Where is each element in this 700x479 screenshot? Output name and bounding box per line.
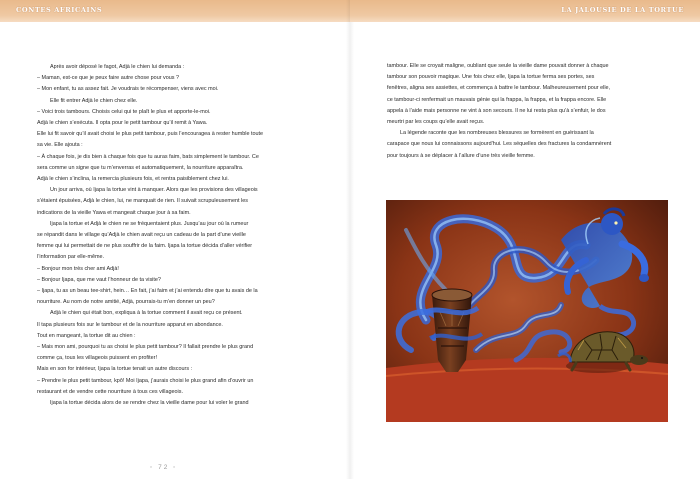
text-line: – Bonjour Ijapa, que me vaut l’honneur de ta visite?: [37, 276, 161, 283]
text-line: – Bonjour mon très cher ami Adjà!: [37, 265, 119, 272]
page-number-ornament-left: ◦: [150, 464, 155, 471]
text-line: Après avoir déposé le fagot, Adjà le chien lui demanda :: [50, 64, 185, 70]
text-line: carapace que nous lui connaissons aujourd’hui. Les séquelles des fractures la condamnèrent: [387, 141, 612, 148]
text-line: Tout en mangeant, la tortue dit au chien :: [37, 332, 136, 339]
text-line: Adjà le chien s’inclina, la remercia plusieurs fois, et rentra paisiblement chez lui.: [37, 176, 229, 183]
text-line: pour toujours à se déplacer à l’allure d’une très vieille femme.: [387, 152, 535, 159]
text-line: Ijapa la tortue et Adjà le chien ne se fréquentaient plus. Jusqu’au jour où la rumeur: [50, 220, 249, 227]
text-line: meurtri par les coups qu’elle avait reçus.: [387, 119, 485, 126]
text-line: tambour. Elle se croyait maligne, oubliant que seule la vieille dame pouvait donner à chaque: [387, 63, 609, 69]
text-line: – Maman, est-ce que je peux faire autre chose pour vous ?: [37, 75, 180, 82]
text-line: Adjà le chien s’exécuta. Il opta pour le petit tambour qu’il remit à Yawa.: [37, 120, 208, 127]
story-illustration: [386, 200, 668, 422]
text-line: nourriture. Au nom de notre amitié, Adjà, pourrais-tu m’en donner un peu?: [37, 299, 215, 306]
page-number-ornament-right: ◦: [173, 464, 178, 471]
text-line: Adjà le chien qui était bon, expliqua à la tortue comment il avait reçu ce présent.: [50, 310, 243, 317]
text-line: sera comme un signe que tu m’enverras et automatiquement, la nourriture apparaîtra.: [37, 164, 244, 171]
text-line: – Voici trois tambours. Choisis celui qui te plaît le plus et apporte-le-moi.: [37, 108, 211, 115]
illustration-svg: [386, 200, 668, 422]
text-line: – À chaque fois, je dis bien à chaque fois que tu auras faim, bats simplement le tambour. Ce: [37, 153, 259, 160]
text-line: – Mais mon ami, pourquoi tu as choisi le plus petit tambour? Il fallait prendre le plus grand: [37, 344, 254, 351]
text-line: Un jour arriva, où Ijapa la tortue vint à manquer. Alors que les provisions des villageois: [50, 187, 258, 194]
text-line: ce tambour-ci renfermait un mauvais génie qui la frappa, la frappa, et la frappa encore. Elle: [387, 96, 607, 103]
text-line: s’étaient épuisées, Adjà le chien, lui, ne manquait de rien. Il suivait scrupuleusement les: [37, 198, 248, 205]
text-line: comme ça, tous les villageois puissent en profiter!: [37, 355, 157, 362]
page-number: [150, 464, 177, 471]
left-text-block: [37, 62, 315, 409]
text-line: appela à l’aide mais personne ne vint à son secours. Il ne lui resta plus qu’à s’enfuir, le dos: [387, 107, 606, 114]
text-line: Mais en son for intérieur, Ijapa la tortue tenait un autre discours :: [37, 366, 193, 373]
text-line: Ijapa la tortue décida alors de se rendre chez la vieille dame pour lui voler le grand: [50, 400, 249, 407]
text-line: – Mon enfant, tu as assez fait. Je voudrais te récompenser, viens avec moi.: [37, 86, 219, 93]
right-text-block: [387, 61, 665, 162]
text-line: se répandit dans le village qu’Adjà le chien avait reçu un cadeau de la part d’une vieille: [37, 232, 246, 239]
text-line: Elle lui fit savoir qu’il avait choisi le plus petit tambour, puis l’encouragea à rester humble toute: [37, 131, 264, 138]
text-line: tambour son pouvoir magique. Une fois chez elle, Ijapa la tortue ferma ses portes, ses: [387, 74, 595, 81]
text-line: – Prendre le plus petit tambour, kpô! Moi Ijapa, j’aurais choisi le plus grand afin d’ouvrir un: [37, 377, 254, 384]
page-number-value: 72: [158, 464, 170, 471]
text-line: Il tapa plusieurs fois sur le tambour et de la nourriture apparut en abondance.: [37, 321, 223, 328]
text-line: fenêtres, aligna ses assiettes, et commença à battre le tambour. Malheureusement pour elle,: [387, 85, 611, 92]
running-head-right: LA JALOUSIE DE LA TORTUE: [561, 6, 684, 14]
text-line: l’information par elle-même.: [37, 254, 105, 261]
text-line: indications de la vieille Yawa et mangeait chaque jour à sa faim.: [37, 209, 191, 216]
running-head-left: CONTES AFRICAINS: [16, 6, 103, 14]
text-line: femme qui lui permettait de ne plus souffrir de la faim. Ijapa la tortue décida d’aller vérifier: [37, 243, 253, 250]
text-line: La légende raconte que les nombreuses blessures se formèrent en guérissant la: [400, 130, 594, 137]
text-line: restaurant et de vendre cette nourriture à tous ces villageois.: [37, 388, 183, 395]
text-line: sa vie. Elle ajouta :: [37, 142, 83, 149]
text-line: Elle fit entrer Adjà le chien chez elle.: [50, 97, 138, 104]
text-line: – Ijapa, tu as un beau tee-shirt, hein… En fait, j’ai faim et j’ai entendu dire que tu avais de la: [37, 288, 258, 295]
